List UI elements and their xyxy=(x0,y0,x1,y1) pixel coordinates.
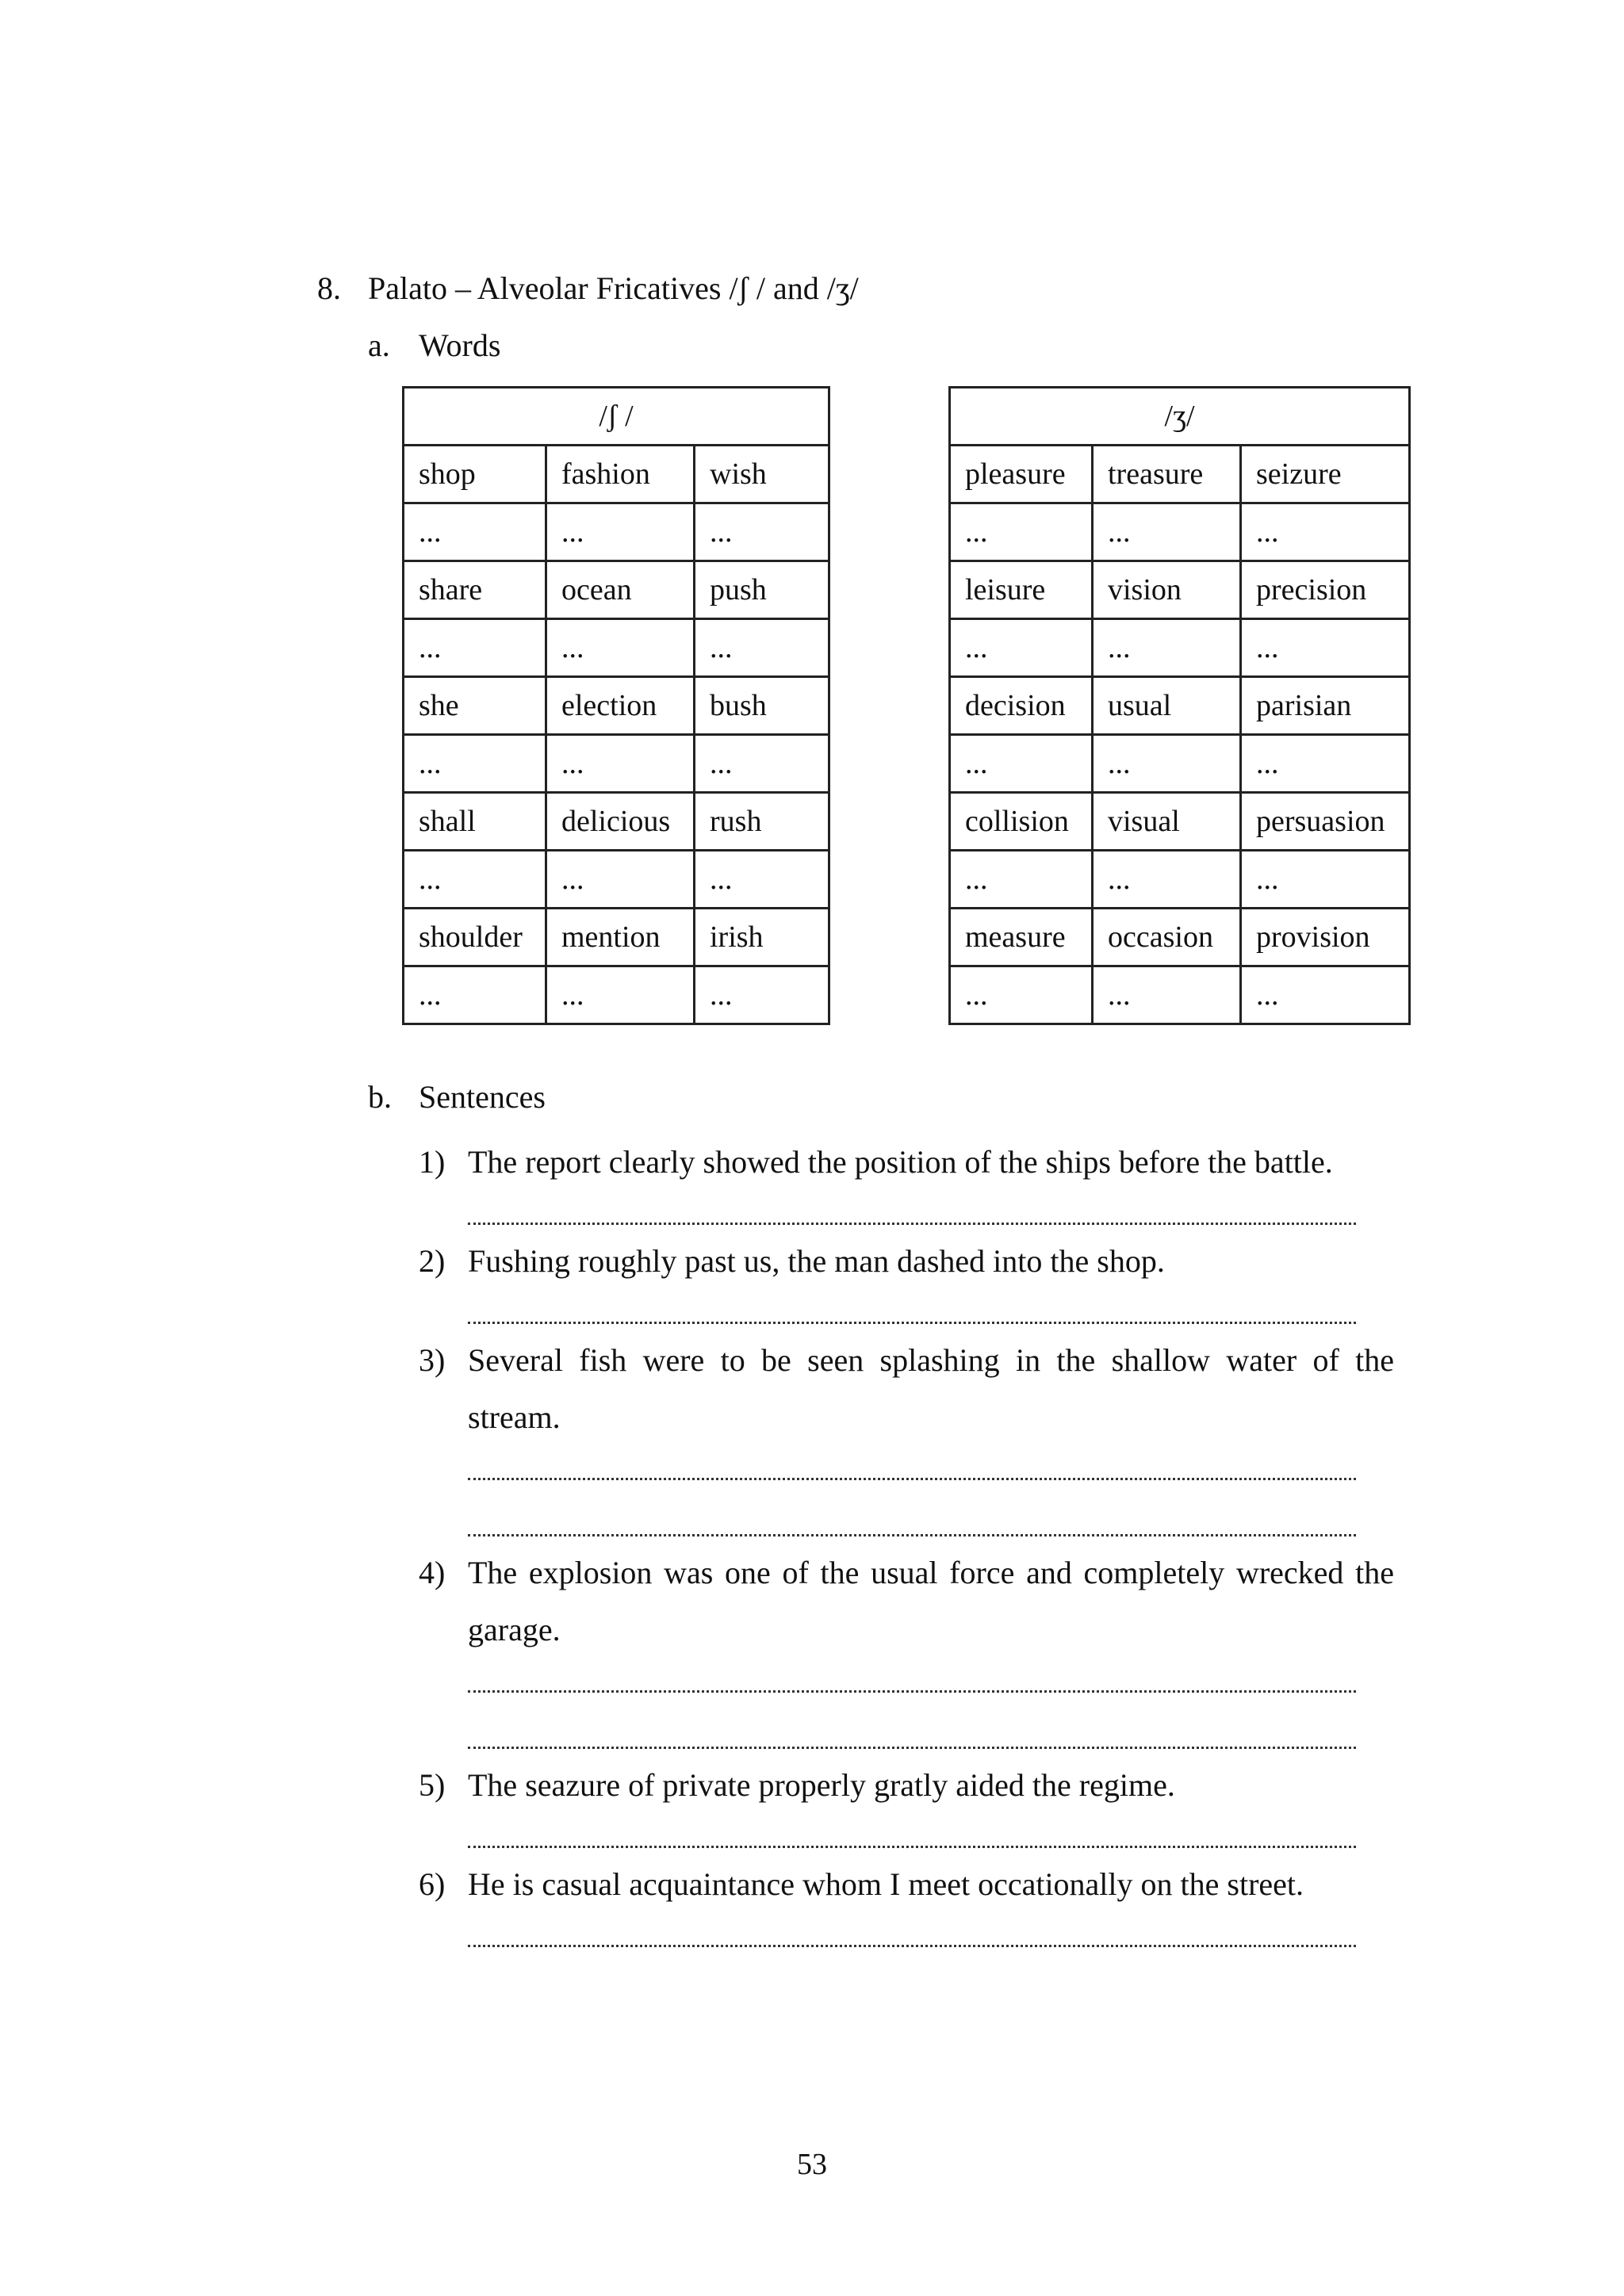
table-cell: ... xyxy=(1241,966,1410,1024)
table-cell: ... xyxy=(1093,851,1241,909)
table-cell: ... xyxy=(546,619,695,677)
table-row xyxy=(950,966,1410,1024)
table-cell: ... xyxy=(1241,619,1410,677)
answer-line[interactable] xyxy=(468,1322,1356,1324)
table-cell: ... xyxy=(1093,966,1241,1024)
table-cell: parisian xyxy=(1241,677,1410,735)
table-cell: bush xyxy=(695,677,829,735)
sentence-number: 6) xyxy=(419,1866,446,1902)
table-cell: election xyxy=(546,677,695,735)
sentence-item xyxy=(419,1856,1394,1947)
table-cell: delicious xyxy=(546,793,695,851)
words-label: Words xyxy=(419,327,501,363)
sentences-letter: b. xyxy=(368,1079,392,1115)
answer-line[interactable] xyxy=(468,1478,1356,1480)
table-cell: ... xyxy=(404,966,546,1024)
table-row xyxy=(950,851,1410,909)
table-cell: ... xyxy=(1241,851,1410,909)
zh-table-header-row xyxy=(950,388,1410,446)
table-cell: precision xyxy=(1241,561,1410,619)
sentence-text: Several fish were to be seen splashing in the shallow water of the stream. xyxy=(468,1342,1394,1435)
sentence-text: The explosion was one of the usual force and completely wrecked the garage. xyxy=(468,1555,1394,1647)
table-cell: visual xyxy=(1093,793,1241,851)
table-cell: ... xyxy=(404,503,546,561)
table-cell: ... xyxy=(950,503,1093,561)
section-title: Palato – Alveolar Fricatives /ʃ / and /ʒ/ xyxy=(368,270,859,306)
table-cell: ... xyxy=(1093,619,1241,677)
table-row xyxy=(404,909,829,966)
sentence-number: 2) xyxy=(419,1243,446,1279)
words-subheading xyxy=(368,327,500,365)
sentence-item xyxy=(419,1233,1394,1324)
table-cell: persuasion xyxy=(1241,793,1410,851)
section-number: 8. xyxy=(317,270,341,306)
sentence-number: 5) xyxy=(419,1767,446,1803)
table-cell: measure xyxy=(950,909,1093,966)
sentence-item xyxy=(419,1757,1394,1848)
table-cell: ... xyxy=(1093,735,1241,793)
table-row xyxy=(404,851,829,909)
sentence-text: He is casual acquaintance whom I meet occationally on the street. xyxy=(468,1866,1304,1902)
sentence-item xyxy=(419,1544,1394,1749)
sentence-item xyxy=(419,1332,1394,1536)
table-cell: share xyxy=(404,561,546,619)
table-row xyxy=(950,793,1410,851)
table-cell: ... xyxy=(546,735,695,793)
table-cell: ... xyxy=(1241,503,1410,561)
table-cell: provision xyxy=(1241,909,1410,966)
table-row xyxy=(404,619,829,677)
table-row xyxy=(404,966,829,1024)
sentence-number: 3) xyxy=(419,1342,446,1378)
table-row xyxy=(404,735,829,793)
words-letter: a. xyxy=(368,327,390,363)
table-cell: seizure xyxy=(1241,446,1410,503)
sentence-text: The report clearly showed the position of the ships before the battle. xyxy=(468,1144,1333,1180)
table-cell: ocean xyxy=(546,561,695,619)
table-cell: ... xyxy=(950,735,1093,793)
sentence-text: Fushing roughly past us, the man dashed into the shop. xyxy=(468,1243,1165,1279)
table-cell: ... xyxy=(695,851,829,909)
table-cell: ... xyxy=(695,735,829,793)
table-cell: ... xyxy=(950,851,1093,909)
table-cell: decision xyxy=(950,677,1093,735)
answer-line[interactable] xyxy=(468,1534,1356,1536)
table-cell: ... xyxy=(950,619,1093,677)
table-row xyxy=(404,503,829,561)
answer-line[interactable] xyxy=(468,1223,1356,1225)
section-heading xyxy=(317,270,859,308)
table-cell: usual xyxy=(1093,677,1241,735)
table-cell: mention xyxy=(546,909,695,966)
sentence-list xyxy=(419,1134,1394,1955)
table-cell: rush xyxy=(695,793,829,851)
table-cell: ... xyxy=(546,966,695,1024)
table-cell: occasion xyxy=(1093,909,1241,966)
table-row xyxy=(950,446,1410,503)
table-cell: leisure xyxy=(950,561,1093,619)
table-cell: ... xyxy=(1241,735,1410,793)
sentence-item xyxy=(419,1134,1394,1225)
table-cell: ... xyxy=(546,503,695,561)
answer-line[interactable] xyxy=(468,1690,1356,1693)
zh-table-header: /ʒ/ xyxy=(950,388,1410,446)
table-cell: ... xyxy=(695,966,829,1024)
sentences-subheading xyxy=(368,1078,546,1116)
sh-table-header-row xyxy=(404,388,829,446)
table-cell: ... xyxy=(695,503,829,561)
table-cell: shop xyxy=(404,446,546,503)
table-cell: ... xyxy=(950,966,1093,1024)
table-row xyxy=(404,677,829,735)
table-row xyxy=(404,561,829,619)
table-row xyxy=(950,503,1410,561)
table-cell: she xyxy=(404,677,546,735)
table-row xyxy=(404,793,829,851)
sh-words-table xyxy=(402,386,830,1025)
table-cell: ... xyxy=(695,619,829,677)
table-cell: vision xyxy=(1093,561,1241,619)
table-row xyxy=(404,446,829,503)
table-cell: ... xyxy=(404,735,546,793)
answer-line[interactable] xyxy=(468,1846,1356,1848)
table-cell: fashion xyxy=(546,446,695,503)
table-cell: ... xyxy=(546,851,695,909)
sentence-number: 4) xyxy=(419,1555,446,1590)
table-cell: shoulder xyxy=(404,909,546,966)
table-cell: shall xyxy=(404,793,546,851)
table-row xyxy=(950,909,1410,966)
table-cell: treasure xyxy=(1093,446,1241,503)
table-cell: irish xyxy=(695,909,829,966)
page-number: 53 xyxy=(797,2148,827,2181)
answer-line[interactable] xyxy=(468,1945,1356,1947)
table-row xyxy=(950,619,1410,677)
table-cell: ... xyxy=(404,619,546,677)
table-cell: ... xyxy=(404,851,546,909)
table-row xyxy=(950,677,1410,735)
answer-line[interactable] xyxy=(468,1747,1356,1749)
sentences-label: Sentences xyxy=(419,1079,546,1115)
table-row xyxy=(950,561,1410,619)
table-cell: collision xyxy=(950,793,1093,851)
table-cell: ... xyxy=(1093,503,1241,561)
table-row xyxy=(950,735,1410,793)
table-cell: wish xyxy=(695,446,829,503)
zh-words-table xyxy=(948,386,1411,1025)
table-cell: pleasure xyxy=(950,446,1093,503)
sh-table-header: /ʃ / xyxy=(404,388,829,446)
table-cell: push xyxy=(695,561,829,619)
sentence-text: The seazure of private properly gratly aided the regime. xyxy=(468,1767,1175,1803)
sentence-number: 1) xyxy=(419,1144,446,1180)
